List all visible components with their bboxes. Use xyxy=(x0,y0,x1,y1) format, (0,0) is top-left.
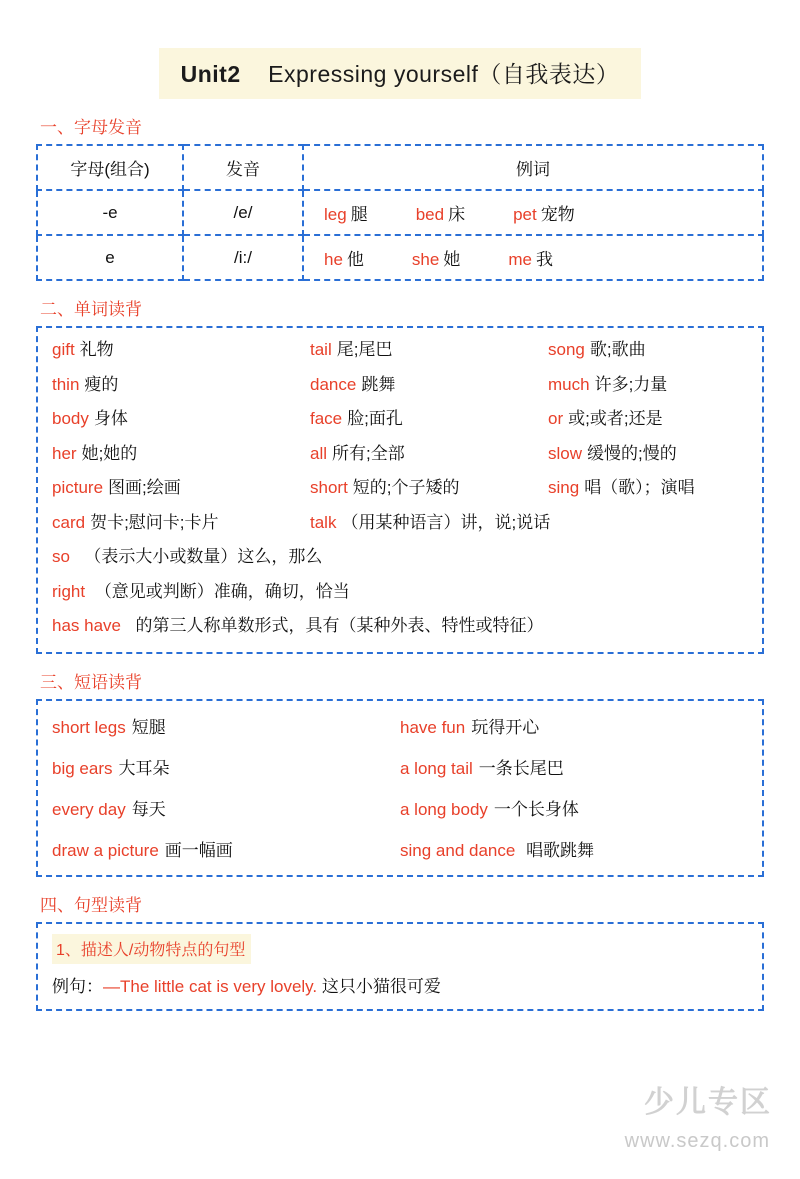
cell-letter: -e xyxy=(37,190,183,235)
word-item: face 脸;面孔 xyxy=(310,409,403,429)
word-item: has have 的第三人称单数形式，具有（某种外表、特性或特征） xyxy=(52,616,544,636)
cell-letter: e xyxy=(37,235,183,280)
table-row xyxy=(37,235,763,280)
example-chinese: 这只小猫很可爱 xyxy=(321,976,441,996)
watermark-logo: 少儿专区 xyxy=(644,1086,772,1119)
page-title xyxy=(159,48,642,99)
table-row xyxy=(37,190,763,235)
word-row xyxy=(52,478,748,498)
worksheet-page xyxy=(0,48,800,1179)
sentences-box xyxy=(36,922,764,1011)
word-row xyxy=(52,513,748,533)
example-label: 例句： xyxy=(52,976,103,996)
phrase-item: a long tail 一条长尾巴 xyxy=(400,758,564,778)
word-row xyxy=(52,409,748,429)
word-item: tail 尾;尾巴 xyxy=(310,340,393,359)
example-word: me 我 xyxy=(508,250,553,269)
phrase-item: a long body 一个长身体 xyxy=(400,799,579,819)
word-item: gift 礼物 xyxy=(52,340,114,359)
phrase-row xyxy=(52,754,748,779)
word-item: body 身体 xyxy=(52,409,128,429)
header-letter: 字母(组合) xyxy=(37,145,183,190)
word-item: dance 跳舞 xyxy=(310,374,396,394)
word-item: card 贺卡;慰问卡;卡片 xyxy=(52,512,219,532)
watermark-url: www.sezq.com xyxy=(624,1130,770,1152)
word-item: sing 唱（歌）；演唱 xyxy=(548,478,695,498)
word-row xyxy=(52,375,748,395)
word-item: slow 缓慢的;慢的 xyxy=(548,443,677,463)
example-english: —The little cat is very lovely. xyxy=(103,976,318,996)
word-item: so （表示大小或数量）这么，那么 xyxy=(52,547,323,567)
cell-sound: /i:/ xyxy=(183,235,303,280)
phrase-row xyxy=(52,836,748,861)
phrase-item: draw a picture 画一幅画 xyxy=(52,840,233,860)
word-row xyxy=(52,616,748,636)
word-row xyxy=(52,444,748,464)
word-row xyxy=(52,340,748,360)
phrase-item: short legs 短腿 xyxy=(52,717,166,737)
cell-examples xyxy=(303,235,763,280)
phrase-item: sing and dance 唱歌跳舞 xyxy=(400,840,595,860)
sentence-example xyxy=(52,972,748,997)
example-word: bed 床 xyxy=(415,205,466,224)
word-item: right （意见或判断）准确，确切，恰当 xyxy=(52,581,350,601)
table-header-row xyxy=(37,145,763,190)
phonics-table xyxy=(36,144,764,281)
section-heading-phrases: 三、短语读背 xyxy=(40,672,142,692)
title-unit: Unit2 xyxy=(180,61,241,87)
words-box xyxy=(36,326,764,654)
phrase-item: have fun 玩得开心 xyxy=(400,717,540,737)
phrase-item: every day 每天 xyxy=(52,799,166,819)
word-item: or 或;或者;还是 xyxy=(548,409,663,429)
word-row xyxy=(52,547,748,567)
section-heading-phonics: 一、字母发音 xyxy=(40,118,142,137)
cell-examples xyxy=(303,190,763,235)
title-main: Expressing yourself（自我表达） xyxy=(268,61,620,87)
example-word: he 他 xyxy=(324,250,364,269)
section-heading-words: 二、单词读背 xyxy=(40,300,142,319)
cell-sound: /e/ xyxy=(183,190,303,235)
phrase-item: big ears 大耳朵 xyxy=(52,758,170,778)
example-word: leg 腿 xyxy=(324,205,368,224)
word-item: talk （用某种语言）讲，说;说话 xyxy=(310,512,551,532)
word-item: picture 图画;绘画 xyxy=(52,478,181,498)
example-word: pet 宠物 xyxy=(513,205,575,224)
word-item: song 歌;歌曲 xyxy=(548,340,646,359)
word-item: thin 瘦的 xyxy=(52,374,119,394)
section-heading-sentences: 四、句型读背 xyxy=(40,895,142,915)
word-item: all 所有;全部 xyxy=(310,443,405,463)
phrase-row xyxy=(52,795,748,820)
phrases-box xyxy=(36,699,764,877)
word-item: her 她;她的 xyxy=(52,443,138,463)
phrase-row xyxy=(52,713,748,738)
title-container xyxy=(36,48,764,99)
header-sound: 发音 xyxy=(183,145,303,190)
sentence-subheading: 1、描述人/动物特点的句型 xyxy=(52,934,251,964)
word-row xyxy=(52,582,748,602)
header-examples: 例词 xyxy=(303,145,763,190)
word-item: much 许多;力量 xyxy=(548,374,668,394)
word-item: short 短的;个子矮的 xyxy=(310,478,460,498)
example-word: she 她 xyxy=(411,250,461,269)
